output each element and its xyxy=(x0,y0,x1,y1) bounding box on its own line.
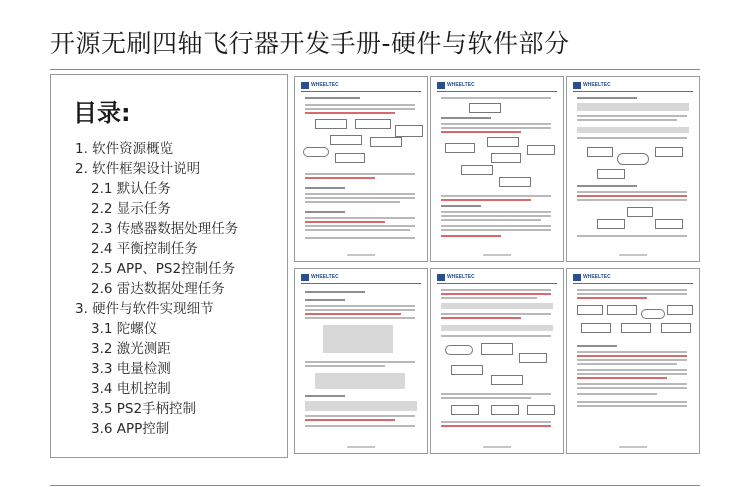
table-of-contents xyxy=(50,74,288,458)
toc-item[interactable]: 3.4 电机控制 xyxy=(91,381,171,397)
thumbnail-header-rule xyxy=(437,91,557,92)
text-line xyxy=(577,115,687,117)
toc-list xyxy=(75,139,238,439)
text-line xyxy=(305,237,415,239)
page-title: 开源无刷四轴飞行器开发手册-硬件与软件部分 xyxy=(50,29,570,58)
toc-item[interactable]: 2.2 显示任务 xyxy=(91,201,171,217)
toc-item[interactable]: 2.4 平衡控制任务 xyxy=(91,241,198,257)
flowchart-box xyxy=(315,119,347,129)
text-line xyxy=(305,177,375,179)
page-footer xyxy=(483,446,511,448)
flowchart-box xyxy=(481,343,513,355)
text-line xyxy=(305,112,395,114)
text-line xyxy=(305,229,410,231)
flowchart-box xyxy=(655,147,683,157)
figure-block xyxy=(315,373,405,389)
thumbnail-header xyxy=(573,82,693,89)
text-line xyxy=(441,393,551,395)
flowchart-box xyxy=(491,405,519,415)
text-line xyxy=(441,397,531,399)
text-line xyxy=(441,235,501,237)
text-line xyxy=(441,215,551,217)
figure-block xyxy=(577,103,689,111)
flowchart-box xyxy=(655,219,683,229)
text-line xyxy=(305,415,415,417)
text-line xyxy=(577,369,687,371)
toc-item[interactable]: 1. 软件资源概览 xyxy=(75,141,174,157)
text-line xyxy=(305,201,400,203)
text-line xyxy=(305,97,360,99)
flowchart-box xyxy=(451,365,483,375)
text-line xyxy=(305,221,385,223)
flowchart-box xyxy=(667,305,693,315)
text-line xyxy=(577,119,677,121)
page-footer xyxy=(619,446,647,448)
flowchart-oval xyxy=(303,147,329,157)
text-line xyxy=(577,387,687,389)
flowchart-box xyxy=(335,153,365,163)
text-line xyxy=(441,127,551,129)
logo-icon xyxy=(437,82,445,89)
thumbnail-header-rule xyxy=(573,283,693,284)
text-line xyxy=(577,393,657,395)
text-line xyxy=(305,365,385,367)
figure-block xyxy=(441,325,553,331)
toc-item[interactable]: 3.6 APP控制 xyxy=(91,421,170,437)
bottom-divider xyxy=(50,485,700,486)
toc-item[interactable]: 3.5 PS2手柄控制 xyxy=(91,401,197,417)
toc-item[interactable]: 3.2 激光测距 xyxy=(91,341,171,357)
text-line xyxy=(577,363,677,365)
page-thumbnail[interactable] xyxy=(566,76,700,262)
text-line xyxy=(441,289,551,291)
thumbnail-header-rule xyxy=(301,283,421,284)
text-line xyxy=(577,191,687,193)
page-thumbnail[interactable] xyxy=(430,268,564,454)
text-line xyxy=(305,305,415,307)
figure-block xyxy=(577,127,689,133)
text-line xyxy=(305,225,415,227)
text-line xyxy=(305,104,415,106)
thumbnail-header-rule xyxy=(437,283,557,284)
logo-text: WHEELTEC xyxy=(447,82,475,88)
flowchart-box xyxy=(581,323,611,333)
flowchart-oval xyxy=(617,153,649,165)
text-line xyxy=(577,405,687,407)
text-line xyxy=(577,195,687,197)
flowchart-box xyxy=(451,405,479,415)
toc-heading: 目录: xyxy=(73,99,131,127)
text-line xyxy=(577,137,687,139)
thumbnail-header xyxy=(301,82,421,89)
figure-block xyxy=(305,401,417,411)
text-line xyxy=(441,131,521,133)
page-thumbnail[interactable] xyxy=(294,268,428,454)
flowchart-box xyxy=(661,323,691,333)
text-line xyxy=(441,313,551,315)
page-footer xyxy=(619,254,647,256)
text-line xyxy=(441,123,551,125)
text-line xyxy=(305,361,415,363)
logo-icon xyxy=(573,82,581,89)
text-line xyxy=(577,289,687,291)
text-line xyxy=(441,421,551,423)
flowchart-box xyxy=(395,125,423,137)
text-line xyxy=(305,317,415,319)
flowchart-box xyxy=(607,305,637,315)
text-line xyxy=(577,235,687,237)
text-line xyxy=(305,419,395,421)
text-line xyxy=(305,187,345,189)
thumbnail-header-rule xyxy=(301,91,421,92)
text-line xyxy=(577,377,667,379)
text-line xyxy=(577,97,637,99)
text-line xyxy=(305,193,415,195)
text-line xyxy=(577,383,687,385)
flowchart-box xyxy=(621,323,651,333)
text-line xyxy=(441,293,551,295)
text-line xyxy=(441,211,551,213)
text-line xyxy=(577,401,687,403)
page-thumbnail[interactable] xyxy=(294,76,428,262)
toc-item[interactable]: 2. 软件框架设计说明 xyxy=(75,161,201,177)
text-line xyxy=(577,355,687,357)
flowchart-box xyxy=(330,135,362,145)
text-line xyxy=(577,199,687,201)
text-line xyxy=(441,195,551,197)
page-footer xyxy=(347,446,375,448)
text-line xyxy=(441,199,531,201)
text-line xyxy=(305,291,365,293)
page-thumbnail[interactable] xyxy=(566,268,700,454)
text-line xyxy=(305,395,345,397)
text-line xyxy=(305,211,345,213)
toc-item[interactable]: 2.6 雷达数据处理任务 xyxy=(91,281,225,297)
toc-item[interactable]: 3. 硬件与软件实现细节 xyxy=(75,301,214,317)
text-line xyxy=(577,359,687,361)
text-line xyxy=(577,351,687,353)
flowchart-box xyxy=(577,305,603,315)
text-line xyxy=(305,217,415,219)
page-footer xyxy=(483,254,511,256)
flowchart-box xyxy=(627,207,653,217)
flowchart-oval xyxy=(641,309,665,319)
text-line xyxy=(305,313,401,315)
logo-text: WHEELTEC xyxy=(311,82,339,88)
logo-icon xyxy=(301,274,309,281)
flowchart-box xyxy=(445,143,475,153)
toc-item[interactable]: 2.5 APP、PS2控制任务 xyxy=(91,261,236,277)
logo-text: WHEELTEC xyxy=(583,274,611,280)
flowchart-box xyxy=(355,119,391,129)
text-line xyxy=(441,229,551,231)
page-footer xyxy=(347,254,375,256)
logo-text: WHEELTEC xyxy=(311,274,339,280)
text-line xyxy=(441,205,481,207)
thumbnail-header xyxy=(301,274,421,281)
text-line xyxy=(577,297,647,299)
figure-block xyxy=(441,303,553,309)
text-line xyxy=(441,335,551,337)
toc-item[interactable]: 2.3 传感器数据处理任务 xyxy=(91,221,239,237)
thumbnail-header xyxy=(437,274,557,281)
text-line xyxy=(577,293,687,295)
text-line xyxy=(577,185,637,187)
logo-icon xyxy=(573,274,581,281)
text-line xyxy=(305,425,415,427)
text-line xyxy=(305,108,415,110)
logo-icon xyxy=(301,82,309,89)
logo-text: WHEELTEC xyxy=(447,274,475,280)
text-line xyxy=(305,197,415,199)
flowchart-box xyxy=(370,137,402,147)
flowchart-box xyxy=(491,153,521,163)
text-line xyxy=(305,299,345,301)
flowchart-box xyxy=(461,165,493,175)
flowchart-box xyxy=(587,147,613,157)
text-line xyxy=(441,225,551,227)
text-line xyxy=(441,97,551,99)
thumbnail-header xyxy=(437,82,557,89)
flowchart-box xyxy=(527,405,555,415)
flowchart-box xyxy=(597,219,625,229)
flowchart-oval xyxy=(445,345,473,355)
flowchart-box xyxy=(487,137,519,147)
flowchart-box xyxy=(499,177,531,187)
title-divider xyxy=(50,69,700,70)
logo-text: WHEELTEC xyxy=(583,82,611,88)
text-line xyxy=(577,373,687,375)
figure-block xyxy=(323,325,393,353)
text-line xyxy=(577,345,617,347)
flowchart-box xyxy=(597,169,625,179)
text-line xyxy=(305,309,415,311)
toc-item[interactable]: 3.3 电量检测 xyxy=(91,361,171,377)
flowchart-box xyxy=(469,103,501,113)
toc-item[interactable]: 3.1 陀螺仪 xyxy=(91,321,158,337)
flowchart-box xyxy=(527,145,555,155)
flowchart-box xyxy=(519,353,547,363)
thumbnail-header-rule xyxy=(573,91,693,92)
thumbnail-header xyxy=(573,274,693,281)
text-line xyxy=(441,425,551,427)
page-thumbnail[interactable] xyxy=(430,76,564,262)
text-line xyxy=(441,219,541,221)
text-line xyxy=(305,173,415,175)
text-line xyxy=(441,297,537,299)
text-line xyxy=(441,317,521,319)
logo-icon xyxy=(437,274,445,281)
toc-item[interactable]: 2.1 默认任务 xyxy=(91,181,171,197)
text-line xyxy=(441,117,491,119)
flowchart-box xyxy=(491,375,523,385)
